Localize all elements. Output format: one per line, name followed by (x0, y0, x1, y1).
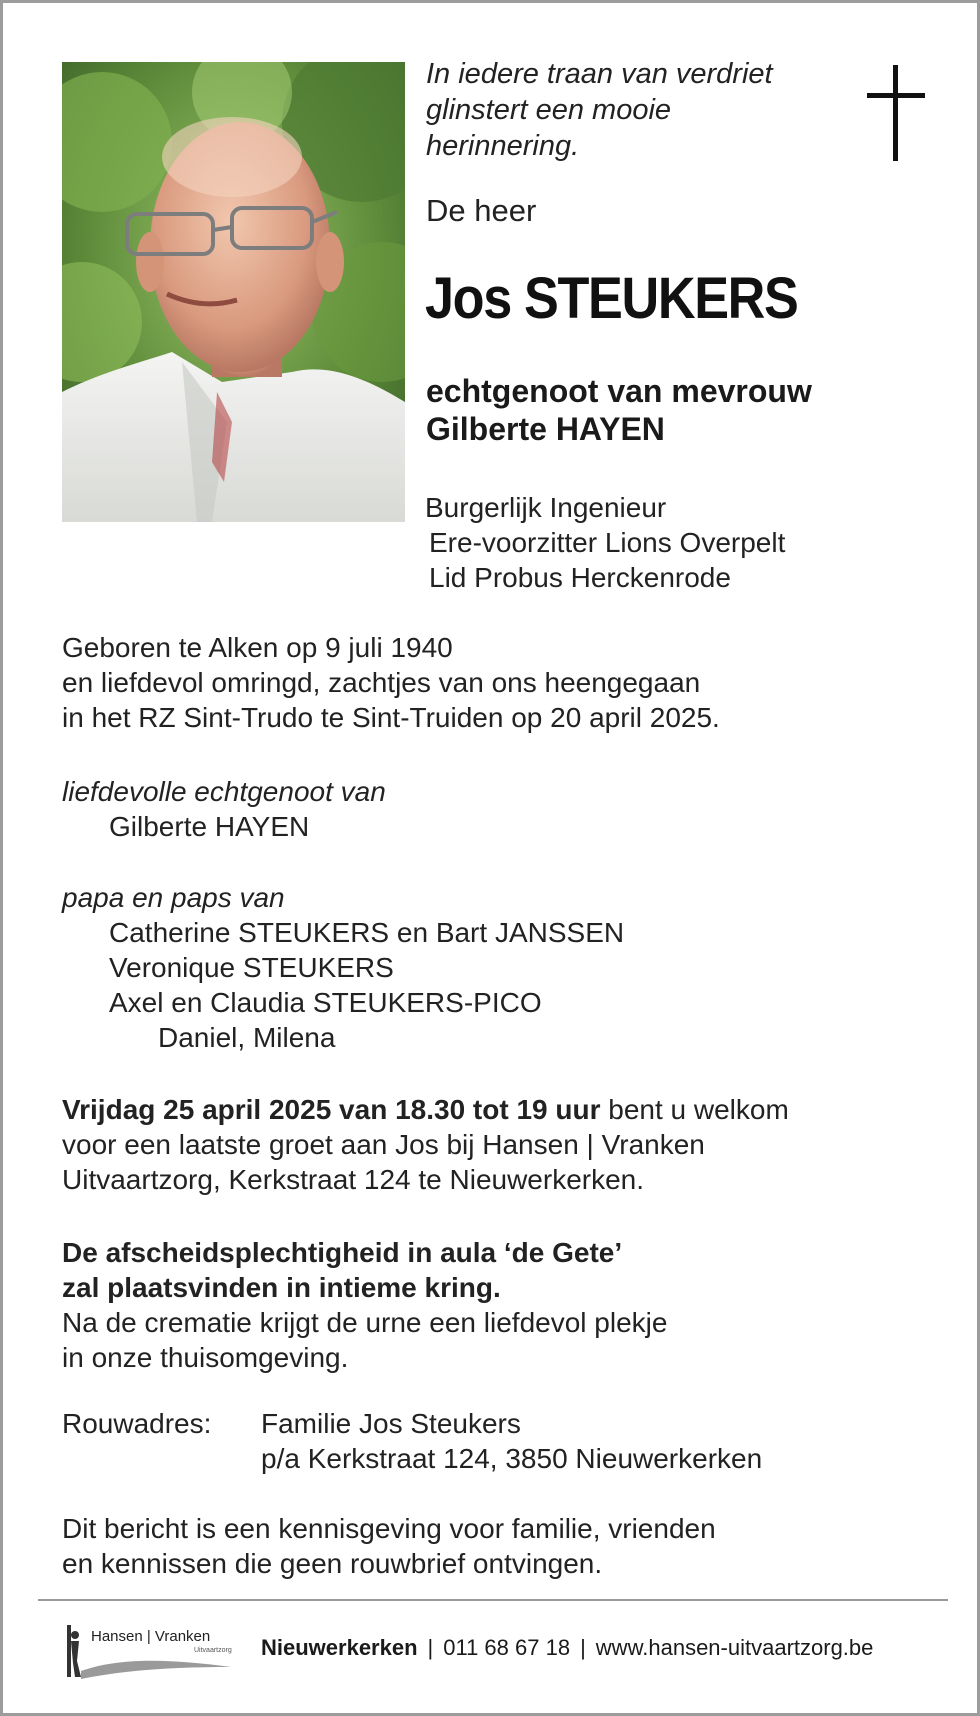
quote-line: In iedere traan van verdriet (426, 58, 773, 90)
visitation-line: Uitvaartzorg, Kerkstraat 124 te Nieuwerkerken. (62, 1164, 645, 1195)
salutation: De heer (426, 193, 537, 228)
notice (62, 1511, 716, 1581)
visitation-line (62, 1092, 789, 1127)
children-heading: papa en paps van (62, 882, 285, 913)
birth-death-info (62, 630, 720, 735)
ceremony-line: Na de crematie krijgt de urne een liefdevol plekje (62, 1307, 668, 1338)
ceremony-line: in onze thuisomgeving. (62, 1342, 349, 1373)
spouse-section (62, 774, 386, 844)
ceremony-bold-line: zal plaatsvinden in intieme kring. (62, 1272, 501, 1303)
info-line: en liefdevol omringd, zachtjes van ons heengegaan (62, 667, 701, 698)
title-item: Ere-voorzitter Lions Overpelt (429, 527, 786, 558)
spouse-line (426, 372, 812, 448)
child-entry: Catherine STEUKERS en Bart JANSSEN (109, 917, 625, 948)
spouse-line-text: echtgenoot van mevrouw (426, 373, 812, 409)
address-street: p/a Kerkstraat 124, 3850 Nieuwerkerken (261, 1443, 763, 1474)
deceased-titles (425, 490, 785, 595)
address-line (62, 1406, 762, 1441)
portrait-photo (62, 62, 405, 522)
visitation-datetime: Vrijdag 25 april 2025 van 18.30 tot 19 uur (62, 1094, 601, 1125)
cross-icon (867, 65, 925, 161)
quote-line: glinstert een mooie (426, 94, 672, 126)
footer-contact: Nieuwerkerken | 011 68 67 18 | www.hansen-uitvaartzorg.be (261, 1635, 874, 1660)
visitation-rest: bent u welkom (600, 1094, 789, 1125)
title-item: Burgerlijk Ingenieur (425, 492, 667, 523)
address-label: Rouwadres: (62, 1408, 212, 1439)
footer-location: Nieuwerkerken (261, 1635, 418, 1660)
child-entry: Veronique STEUKERS (109, 952, 394, 983)
quote-line: herinnering. (426, 130, 580, 162)
visitation-line: voor een laatste groet aan Jos bij Hansen | Vranken (62, 1129, 705, 1160)
footer-website[interactable]: www.hansen-uitvaartzorg.be (595, 1635, 874, 1660)
address-family: Familie Jos Steukers (261, 1408, 521, 1439)
info-line: Geboren te Alken op 9 juli 1940 (62, 632, 453, 663)
notice-line: en kennissen die geen rouwbrief ontvingen. (62, 1548, 603, 1579)
child-entry: Axel en Claudia STEUKERS-PICO (109, 987, 542, 1018)
spouse-name: Gilberte HAYEN (109, 811, 310, 842)
children-section (62, 880, 624, 1055)
logo-subtext: Uitvaartzorg (194, 1647, 232, 1654)
grandchildren: Daniel, Milena (158, 1022, 336, 1053)
memorial-quote (426, 56, 846, 164)
mourning-address (62, 1406, 762, 1476)
footer-phone: 011 68 67 18 (443, 1635, 571, 1660)
notice-line: Dit bericht is een kennisgeving voor familie, vrienden (62, 1513, 716, 1544)
info-line: in het RZ Sint-Trudo te Sint-Truiden op 20 april 2025. (62, 702, 720, 733)
deceased-name: Jos STEUKERS (425, 266, 798, 331)
ceremony-bold-line: De afscheidsplechtigheid in aula ‘de Gete’ (62, 1237, 623, 1268)
logo-text: Hansen | Vranken (91, 1628, 211, 1645)
ceremony-info (62, 1235, 667, 1375)
spouse-heading: liefdevolle echtgenoot van (62, 776, 386, 807)
footer-divider (38, 1599, 948, 1601)
funeral-home-logo (61, 1621, 241, 1683)
spouse-line-name: Gilberte HAYEN (426, 411, 665, 447)
title-item: Lid Probus Herckenrode (429, 562, 731, 593)
visitation-info (62, 1092, 789, 1197)
